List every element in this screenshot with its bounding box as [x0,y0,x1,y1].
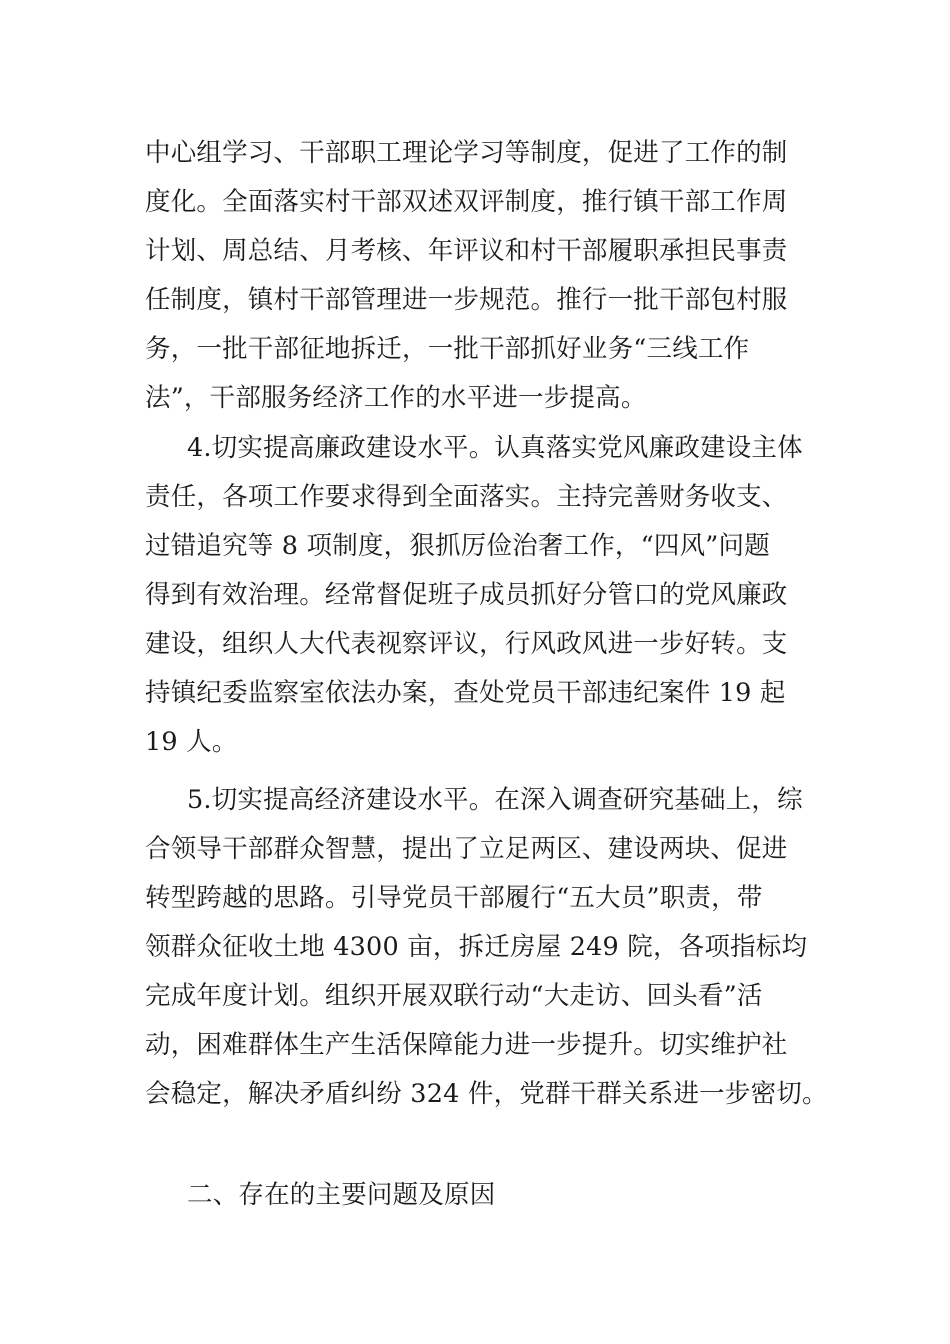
paragraph-line: 务，一批干部征地拆迁，一批干部抓好业务“三线工作 [145,334,750,364]
paragraph-line: 任制度，镇村干部管理进一步规范。推行一批干部包村服 [145,285,788,315]
paragraph-line: 中心组学习、干部职工理论学习等制度，促进了工作的制 [145,138,788,168]
paragraph-line: 计划、周总结、月考核、年评议和村干部履职承担民事责 [145,236,788,266]
paragraph-line: 4.切实提高廉政建设水平。认真落实党风廉政建设主体 [187,433,803,463]
paragraph-line: 转型跨越的思路。引导党员干部履行“五大员”职责，带 [145,883,763,913]
paragraph-line: 19 人。 [145,727,238,757]
paragraph-line: 建设，组织人大代表视察评议，行风政风进一步好转。支 [145,629,788,659]
paragraph-line: 会稳定，解决矛盾纠纷 324 件，党群干群关系进一步密切。 [145,1079,828,1109]
paragraph-line: 责任，各项工作要求得到全面落实。主持完善财务收支、 [145,482,788,512]
paragraph-line: 领群众征收土地 4300 亩，拆迁房屋 249 院，各项指标均 [145,932,808,962]
paragraph-line: 完成年度计划。组织开展双联行动“大走访、回头看”活 [145,981,763,1011]
paragraph-line: 5.切实提高经济建设水平。在深入调查研究基础上，综 [187,785,803,815]
paragraph-line: 过错追究等 8 项制度，狠抓厉俭治奢工作，“四风”问题 [145,531,770,561]
paragraph-line: 法”，干部服务经济工作的水平进一步提高。 [145,383,647,413]
paragraph-line: 动，困难群体生产生活保障能力进一步提升。切实维护社 [145,1030,788,1060]
paragraph-line: 持镇纪委监察室依法办案，查处党员干部违纪案件 19 起 [145,678,786,708]
paragraph-line: 得到有效治理。经常督促班子成员抓好分管口的党风廉政 [145,580,788,610]
paragraph-line: 度化。全面落实村干部双述双评制度，推行镇干部工作周 [145,187,788,217]
section-heading: 二、存在的主要问题及原因 [187,1180,496,1210]
paragraph-line: 合领导干部群众智慧，提出了立足两区、建设两块、促进 [145,834,788,864]
